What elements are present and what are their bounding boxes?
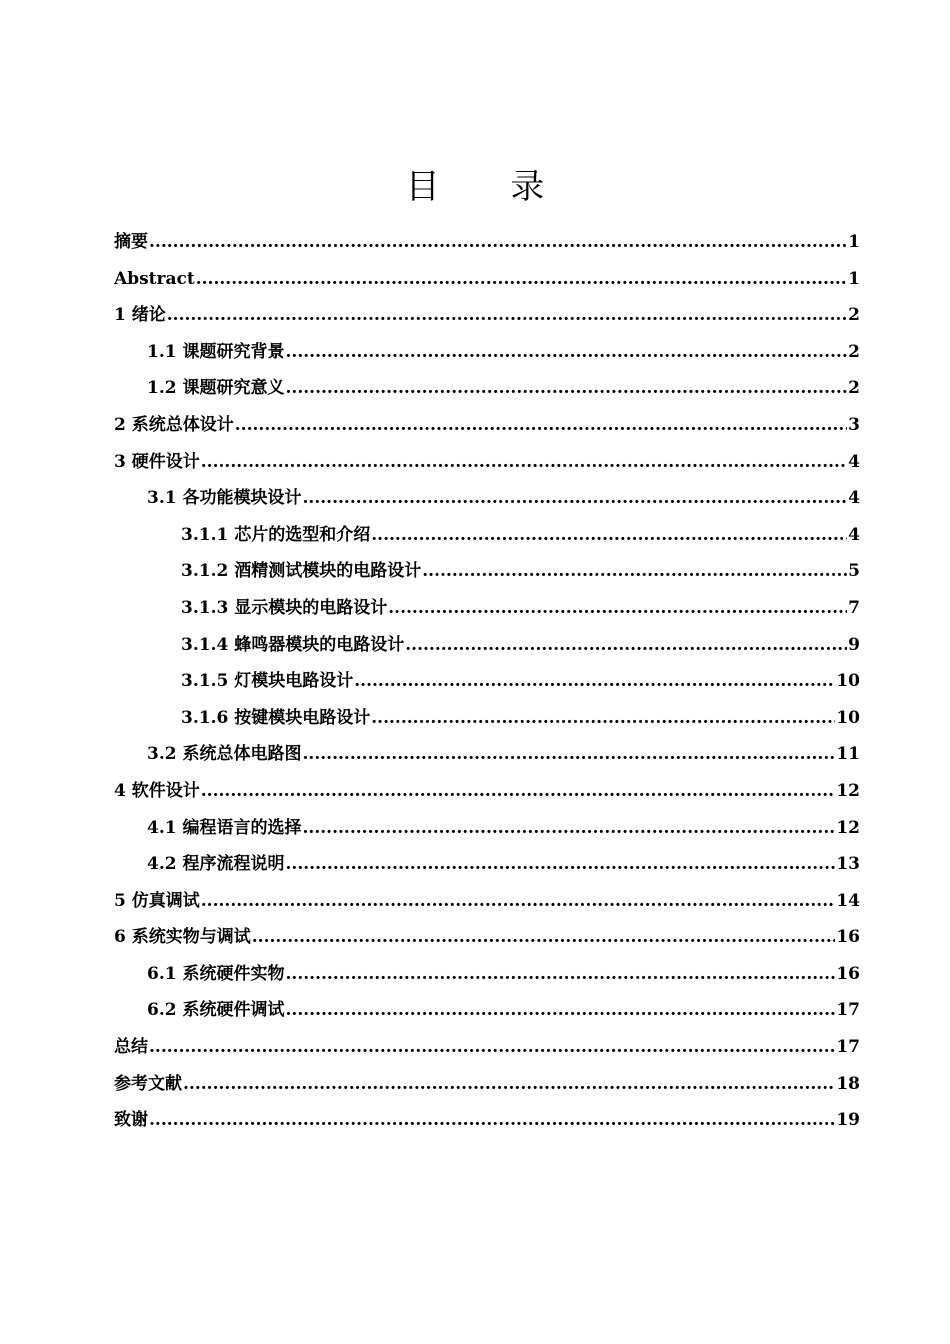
toc-entry-label: 4.1 编程语言的选择 (147, 817, 302, 838)
toc-entry-page-number: 4 (848, 451, 860, 472)
toc-entry-page-number: 5 (848, 561, 860, 582)
toc-dot-leader (303, 810, 836, 847)
toc-entry-page-number: 7 (848, 597, 860, 618)
toc-entry-page-number: 12 (836, 817, 860, 838)
toc-entry-label: 3.1.4 蜂鸣器模块的电路设计 (181, 634, 405, 655)
toc-dot-leader (196, 261, 847, 298)
toc-entry[interactable] (114, 736, 860, 773)
toc-entry-page-number: 11 (836, 744, 860, 765)
toc-dot-leader (201, 444, 847, 481)
toc-entry-label: 致谢 (114, 1110, 148, 1131)
toc-entry[interactable] (114, 700, 860, 737)
toc-entry-label: 2 系统总体设计 (114, 414, 234, 435)
toc-entry-label: 1.1 课题研究背景 (147, 341, 285, 362)
toc-entry[interactable] (114, 224, 860, 261)
toc-dot-leader (286, 992, 836, 1029)
toc-dot-leader (371, 700, 835, 737)
toc-dot-leader (286, 846, 836, 883)
toc-entry-label: 3.1 各功能模块设计 (147, 488, 302, 509)
toc-entry[interactable] (114, 992, 860, 1029)
toc-entry[interactable] (114, 590, 860, 627)
toc-entry[interactable] (114, 407, 860, 444)
toc-entry-page-number: 18 (836, 1073, 860, 1094)
toc-dot-leader (286, 370, 848, 407)
toc-entry-label: 摘要 (114, 232, 148, 252)
toc-dot-leader (388, 590, 847, 627)
toc-entry-page-number: 10 (836, 707, 860, 728)
toc-entry-page-number: 17 (836, 1037, 860, 1058)
toc-dot-leader (149, 224, 847, 261)
toc-dot-leader (252, 919, 836, 956)
toc-entry-label: 1.2 课题研究意义 (147, 378, 285, 399)
toc-entry[interactable] (114, 956, 860, 993)
toc-dot-leader (286, 956, 836, 993)
toc-dot-leader (201, 883, 836, 920)
toc-dot-leader (167, 297, 847, 334)
toc-entry-page-number: 10 (836, 671, 860, 692)
toc-entry[interactable] (114, 297, 860, 334)
toc-entry-label: 3.1.5 灯模块电路设计 (181, 671, 354, 692)
toc-entry[interactable] (114, 1029, 860, 1066)
toc-entry-page-number: 2 (848, 341, 860, 362)
toc-entry[interactable] (114, 627, 860, 664)
toc-entry[interactable] (114, 480, 860, 517)
toc-entry[interactable] (114, 663, 860, 700)
toc-dot-leader (235, 407, 847, 444)
toc-entry-label: 3 硬件设计 (114, 451, 200, 472)
toc-entry-page-number: 2 (848, 378, 860, 399)
toc-entry-label: 3.1.6 按键模块电路设计 (181, 707, 371, 728)
toc-entry[interactable] (114, 261, 860, 298)
toc-entry-page-number: 14 (836, 890, 860, 911)
toc-dot-leader (286, 334, 848, 371)
toc-entry[interactable] (114, 810, 860, 847)
toc-entry-page-number: 13 (836, 854, 860, 875)
toc-entry[interactable] (114, 517, 860, 554)
toc-dot-leader (149, 1102, 835, 1139)
toc-entry-page-number: 16 (836, 963, 860, 984)
toc-entry-label: 参考文献 (114, 1073, 182, 1094)
toc-dot-leader (183, 1066, 835, 1103)
table-of-contents (114, 224, 860, 1139)
toc-entry-label: 6.2 系统硬件调试 (147, 1000, 285, 1021)
toc-entry[interactable] (114, 883, 860, 920)
toc-dot-leader (303, 736, 836, 773)
toc-dot-leader (354, 663, 835, 700)
toc-entry[interactable] (114, 1066, 860, 1103)
toc-dot-leader (149, 1029, 835, 1066)
toc-entry-page-number: 17 (836, 1000, 860, 1021)
toc-entry-page-number: 1 (848, 268, 860, 289)
toc-entry-label: 6.1 系统硬件实物 (147, 963, 285, 984)
toc-entry-label: 3.1.3 显示模块的电路设计 (181, 597, 388, 618)
toc-entry[interactable] (114, 553, 860, 590)
toc-entry-label: Abstract (114, 268, 195, 289)
toc-entry-label: 3.2 系统总体电路图 (147, 744, 302, 765)
toc-entry-page-number: 4 (848, 488, 860, 509)
toc-dot-leader (201, 773, 836, 810)
toc-dot-leader (303, 480, 848, 517)
toc-entry-label: 1 绪论 (114, 305, 166, 326)
toc-entry-label: 3.1.2 酒精测试模块的电路设计 (181, 561, 422, 582)
toc-entry-page-number: 16 (836, 927, 860, 948)
toc-entry[interactable] (114, 370, 860, 407)
toc-entry-label: 5 仿真调试 (114, 890, 200, 911)
toc-dot-leader (405, 627, 847, 664)
toc-dot-leader (371, 517, 847, 554)
toc-entry-page-number: 1 (848, 232, 860, 252)
toc-entry-page-number: 3 (848, 414, 860, 435)
toc-entry-page-number: 2 (848, 305, 860, 326)
toc-entry-page-number: 9 (848, 634, 860, 655)
page-title: 目 录 (405, 166, 575, 207)
toc-entry-label: 4 软件设计 (114, 780, 200, 801)
toc-dot-leader (422, 553, 847, 590)
toc-entry[interactable] (114, 1102, 860, 1139)
toc-entry-label: 3.1.1 芯片的选型和介绍 (181, 524, 371, 545)
toc-entry[interactable] (114, 846, 860, 883)
toc-entry-page-number: 4 (848, 524, 860, 545)
toc-entry-label: 6 系统实物与调试 (114, 927, 251, 948)
toc-entry-page-number: 12 (836, 780, 860, 801)
toc-entry[interactable] (114, 773, 860, 810)
toc-entry[interactable] (114, 919, 860, 956)
toc-entry-label: 总结 (114, 1037, 148, 1058)
toc-entry[interactable] (114, 444, 860, 481)
toc-entry-label: 4.2 程序流程说明 (147, 854, 285, 875)
toc-entry[interactable] (114, 334, 860, 371)
toc-entry-page-number: 19 (836, 1110, 860, 1131)
